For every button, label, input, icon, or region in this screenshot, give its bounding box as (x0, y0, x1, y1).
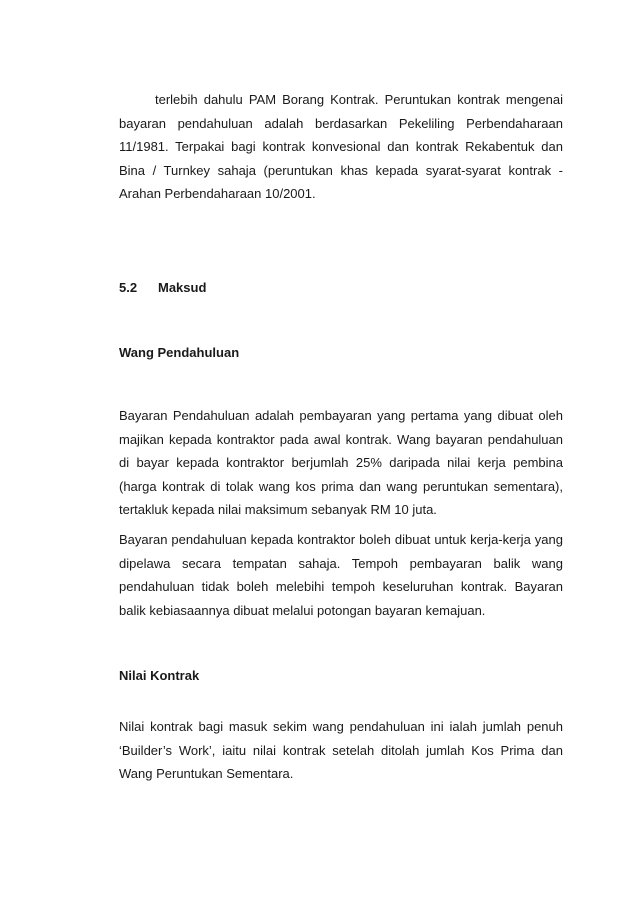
text-line: ‘Builder’s Work’, iaitu nilai kontrak setelah ditolah jumlah Kos Prima dan (119, 742, 563, 758)
intro-paragraph (119, 88, 563, 206)
text-line: Nilai kontrak bagi masuk sekim wang pendahuluan ini ialah jumlah penuh (119, 719, 563, 734)
text-line: Bayaran Pendahuluan adalah pembayaran yang pertama yang dibuat oleh (119, 408, 563, 423)
text-line: bayaran pendahuluan adalah berdasarkan Pekeliling Perbendaharaan (119, 115, 563, 131)
text-line: terlebih dahulu PAM Borang Kontrak. Peruntukan kontrak mengenai (155, 92, 563, 107)
wang-pendahuluan-paragraph-1 (119, 404, 563, 522)
heading-wang-pendahuluan: Wang Pendahuluan (119, 345, 240, 360)
nilai-kontrak-paragraph (119, 715, 563, 786)
section-number: 5.2 (119, 280, 138, 295)
text-line: di bayar kepada kontraktor berjumlah 25% daripada nilai kerja pembina (119, 455, 563, 470)
text-line: dipelawa secara tempatan sahaja. Tempoh pembayaran balik wang (119, 555, 563, 571)
text-line: majikan kepada kontraktor pada awal kontrak. Wang bayaran pendahuluan (119, 431, 563, 447)
text-line: 11/1981. Terpakai bagi kontrak konvesional dan kontrak Rekabentuk dan (119, 139, 563, 154)
wang-pendahuluan-paragraph-2 (119, 528, 563, 622)
text-line: (harga kontrak di tolak wang kos prima dan wang peruntukan sementara), (119, 478, 563, 494)
section-title: Maksud (158, 280, 207, 295)
text-line: balik kebiasaannya dibuat melalui potongan bayaran kemajuan. (119, 602, 486, 618)
text-line: pendahuluan tidak boleh melebihi tempoh keseluruhan kontrak. Bayaran (119, 579, 563, 594)
heading-nilai-kontrak: Nilai Kontrak (119, 668, 200, 683)
text-line: Arahan Perbendaharaan 10/2001. (119, 186, 316, 201)
text-line: Wang Peruntukan Sementara. (119, 766, 294, 781)
text-line: tertakluk kepada nilai maksimum sebanyak RM 10 juta. (119, 502, 437, 517)
text-line: Bayaran pendahuluan kepada kontraktor boleh dibuat untuk kerja-kerja yang (119, 532, 563, 547)
text-line: Bina / Turnkey sahaja (peruntukan khas kepada syarat-syarat kontrak - (119, 162, 563, 178)
